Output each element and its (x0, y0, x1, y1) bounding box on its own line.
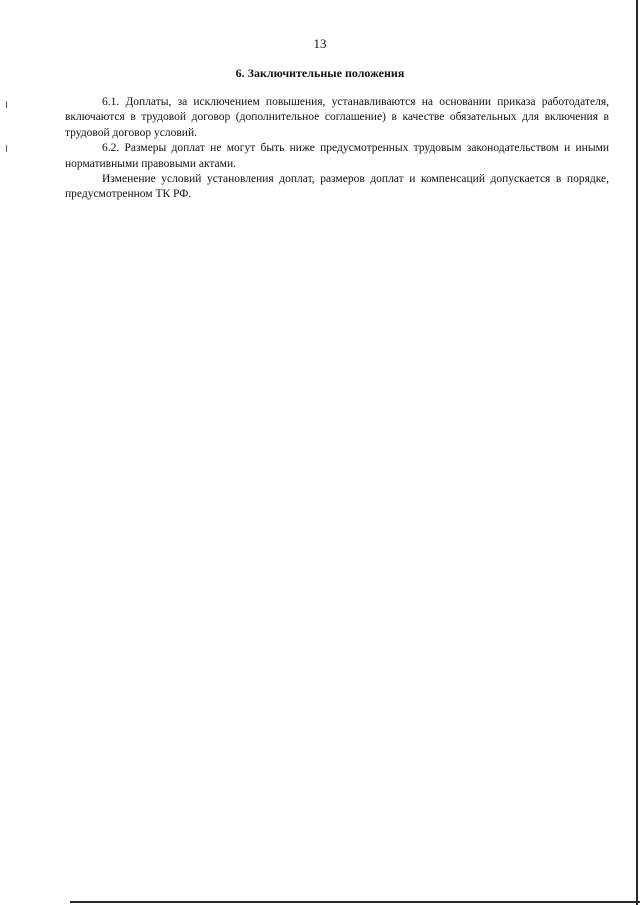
scan-artifact-mark (6, 101, 7, 108)
scan-artifact-mark (6, 145, 7, 152)
scan-edge-bottom (70, 901, 640, 903)
paragraph-changes: Изменение условий установления доплат, размеров доплат и компенсаций допускается в порядке, предусмотренном ТК РФ. (65, 173, 609, 201)
body-text (65, 95, 609, 203)
paragraph-6-1: 6.1. Доплаты, за исключением повышения, устанавливаются на основании приказа работодателя, включаются в трудовой договор (дополнительное соглашение) в качестве обязательных для включения в трудовой договор условий. (65, 96, 609, 139)
scan-edge-right (636, 0, 638, 905)
paragraph-6-2: 6.2. Размеры доплат не могут быть ниже предусмотренных трудовым законодательством и иными нормативными правовыми актами. (65, 142, 609, 170)
page-number: 13 (313, 36, 327, 51)
section-title: 6. Заключительные положения (235, 66, 405, 80)
